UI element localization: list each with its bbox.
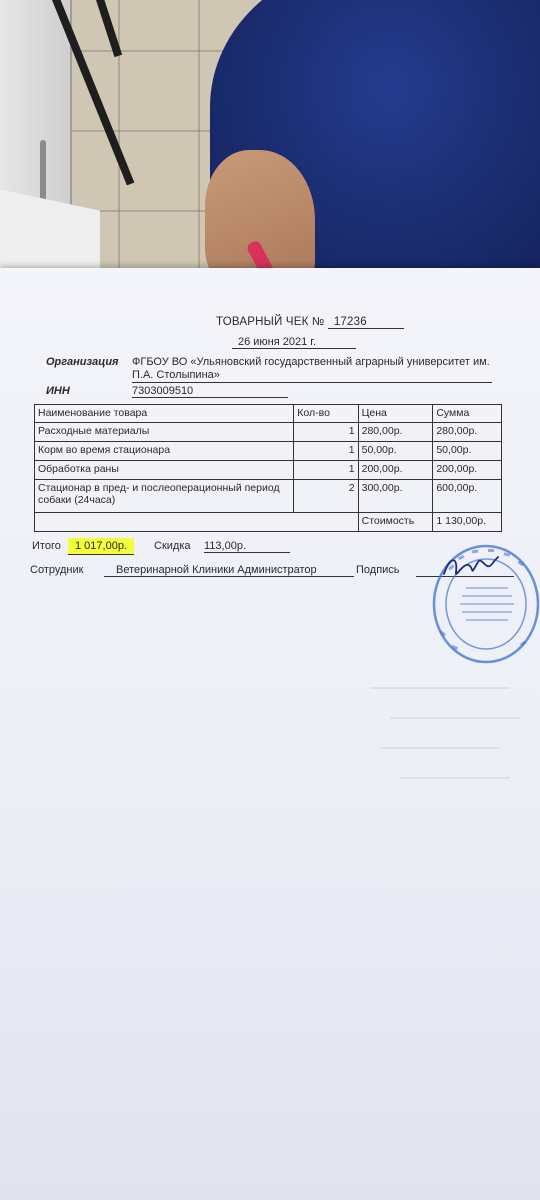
- header-name: Наименование товара: [35, 405, 294, 423]
- receipt-document: [0, 268, 540, 668]
- row-sum: 280,00р.: [433, 423, 502, 442]
- row-qty: 1: [294, 423, 358, 442]
- employee-label: Сотрудник: [30, 564, 84, 576]
- row-name: Расходные материалы: [35, 423, 294, 442]
- itogo-label: Итого: [32, 540, 61, 552]
- inn-value: 7303009510: [132, 385, 288, 398]
- organization-label: Организация: [46, 356, 119, 368]
- row-qty: 1: [294, 442, 358, 461]
- signature-label: Подпись: [356, 564, 400, 576]
- signature-scribble: [440, 552, 500, 584]
- row-name: Стационар в пред- и послеоперационный период собаки (24часа): [35, 480, 294, 513]
- table-row: [35, 480, 502, 513]
- organization-value: ФГБОУ ВО «Ульяновский государственный аграрный университет им. П.А. Столыпина»: [132, 356, 492, 383]
- row-price: 50,00р.: [358, 442, 433, 461]
- row-qty: 1: [294, 461, 358, 480]
- receipt-number: 17236: [328, 316, 404, 329]
- receipt-date: 26 июня 2021 г.: [232, 336, 356, 349]
- row-qty: 2: [294, 480, 358, 513]
- receipt-title-text: ТОВАРНЫЙ ЧЕК №: [216, 316, 325, 328]
- total-label: Стоимость: [358, 513, 433, 532]
- receipt-title: [216, 316, 404, 329]
- table-row: [35, 442, 502, 461]
- row-price: 200,00р.: [358, 461, 433, 480]
- header-sum: Сумма: [433, 405, 502, 423]
- receipt-paper: [0, 268, 540, 1200]
- row-sum: 200,00р.: [433, 461, 502, 480]
- inn-label: ИНН: [46, 385, 70, 397]
- total-value: 1 130,00р.: [433, 513, 502, 532]
- row-price: 280,00р.: [358, 423, 433, 442]
- header-qty: Кол-во: [294, 405, 358, 423]
- row-name: Обработка раны: [35, 461, 294, 480]
- table-header-row: [35, 405, 502, 423]
- discount-label: Скидка: [154, 540, 191, 552]
- employee-value: Ветеринарной Клиники Администратор: [104, 564, 354, 577]
- table-row: [35, 461, 502, 480]
- total-empty-cell: [35, 513, 359, 532]
- itogo-value: 1 017,00р.: [68, 538, 134, 555]
- table-total-row: [35, 513, 502, 532]
- show-through-marks: [360, 668, 530, 828]
- header-price: Цена: [358, 405, 433, 423]
- row-price: 300,00р.: [358, 480, 433, 513]
- row-name: Корм во время стационара: [35, 442, 294, 461]
- table-row: [35, 423, 502, 442]
- discount-value: 113,00р.: [204, 540, 290, 553]
- row-sum: 600,00р.: [433, 480, 502, 513]
- background-photo: [0, 0, 540, 290]
- row-sum: 50,00р.: [433, 442, 502, 461]
- items-table: [34, 404, 502, 532]
